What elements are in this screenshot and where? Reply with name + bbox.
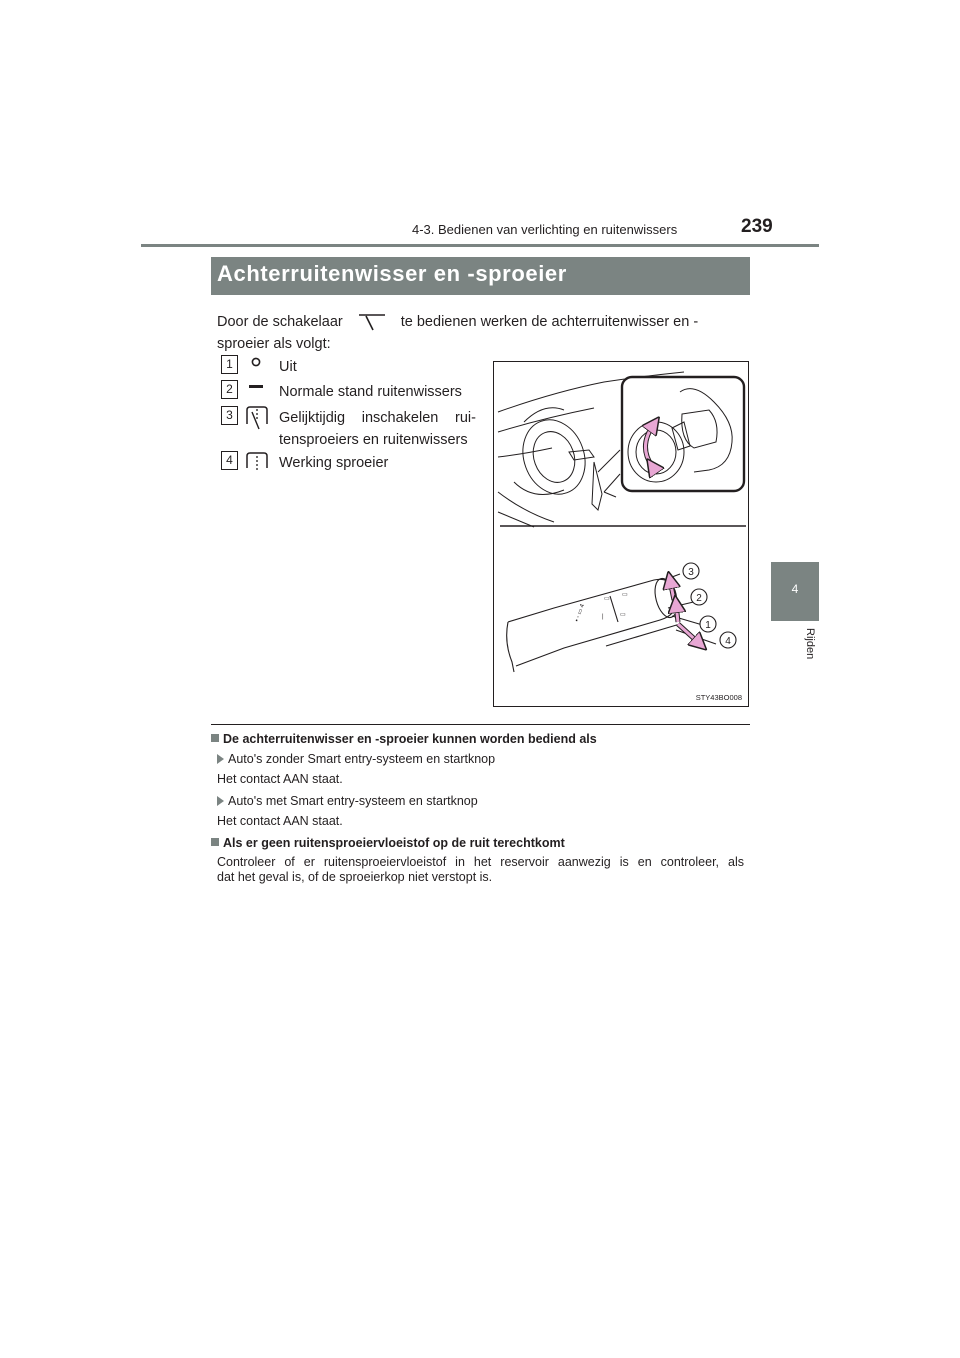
wiper-lever-illustration xyxy=(493,361,749,707)
svg-text:▭: ▭ xyxy=(622,592,628,598)
note-condition xyxy=(217,752,495,766)
intro-text-middle: te bedienen werken de achterruitenwisser en - xyxy=(400,314,699,330)
note-condition-text: Auto's met Smart entry-systeem en startknop xyxy=(228,794,478,808)
callout-label: 1 xyxy=(705,620,711,631)
intro-paragraph xyxy=(217,311,750,355)
section-title: Achterruitenwisser en -sproeier xyxy=(217,261,567,286)
svg-text:|: | xyxy=(602,614,604,620)
note-paragraph-line: dat het geval is, of de sproeierkop niet verstopt is. xyxy=(217,870,493,884)
note-heading-text: Als er geen ruitensproeiervloeistof op de ruit terechtkomt xyxy=(223,836,565,850)
triangle-bullet-icon xyxy=(217,754,224,764)
note-heading-text: De achterruitenwisser en -sproeier kunnen worden bediend als xyxy=(223,732,597,746)
list-item-label: Normale stand ruitenwissers xyxy=(279,384,462,400)
list-item-label: Uit xyxy=(279,359,297,375)
note-condition xyxy=(217,794,478,808)
note-text: Het contact AAN staat. xyxy=(217,772,343,786)
list-item-label: Werking sproeier xyxy=(279,455,389,471)
notes-divider xyxy=(211,724,750,725)
header-divider xyxy=(141,244,819,247)
lever-drawing xyxy=(494,362,748,706)
list-item-number: 3 xyxy=(221,406,238,425)
note-condition-text: Auto's zonder Smart entry-systeem en startknop xyxy=(228,752,496,766)
square-bullet-icon xyxy=(211,734,219,742)
list-item-number: 2 xyxy=(221,380,238,399)
note-paragraph-line: Controleer of er ruitensproeiervloeistof in het reservoir aanwezig is en controleer, als xyxy=(217,855,744,869)
normal-bar-icon xyxy=(245,378,267,400)
section-title-bar xyxy=(211,257,750,295)
washer-icon xyxy=(244,448,270,474)
callout-label: 3 xyxy=(688,567,694,578)
intro-text-start: Door de schakelaar xyxy=(217,314,343,330)
list-item-number: 1 xyxy=(221,355,238,374)
page-number: 239 xyxy=(741,216,773,237)
intro-line-1 xyxy=(217,311,750,333)
chapter-tab xyxy=(771,562,819,621)
callout-label: 4 xyxy=(725,636,731,647)
list-item-number: 4 xyxy=(221,451,238,470)
note-text: Het contact AAN staat. xyxy=(217,814,343,828)
note-heading xyxy=(211,836,565,850)
off-circle-icon xyxy=(245,353,267,375)
figure-code: STY43BO008 xyxy=(695,693,742,702)
list-item-label-continued: tensproeiers en ruitenwissers xyxy=(279,432,468,448)
triangle-bullet-icon xyxy=(217,796,224,806)
callout-label: 2 xyxy=(696,593,702,604)
svg-text:▭: ▭ xyxy=(620,612,626,618)
note-paragraph xyxy=(217,855,744,885)
svg-text:▭: ▭ xyxy=(604,596,610,602)
intro-text-end: sproeier als volgt: xyxy=(217,336,331,352)
header-section-title: 4-3. Bedienen van verlichting en ruitenwissers xyxy=(412,222,678,237)
rear-wiper-switch-icon xyxy=(357,313,387,331)
list-item-label: Gelijktijdig inschakelen rui- xyxy=(279,410,476,426)
square-bullet-icon xyxy=(211,838,219,846)
chapter-label: Rijden xyxy=(804,628,816,660)
washer-wiper-icon xyxy=(244,402,270,430)
note-heading xyxy=(211,732,597,746)
svg-text:▪ ◦ ▭ 4: ▪ ◦ ▭ 4 xyxy=(574,603,587,623)
chapter-number: 4 xyxy=(791,582,799,596)
